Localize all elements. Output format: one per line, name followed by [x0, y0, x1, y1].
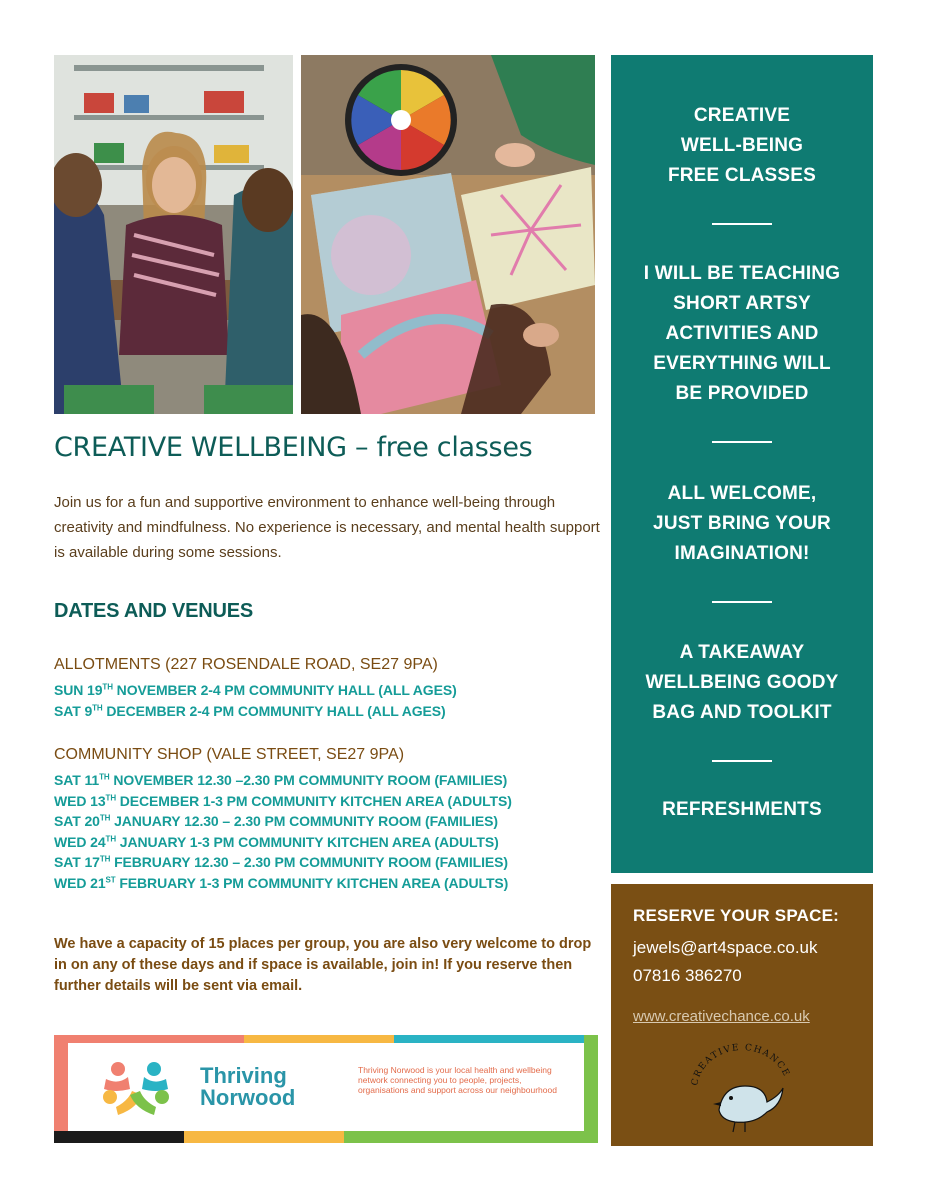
session-row: SAT 20TH JANUARY 12.30 – 2.30 PM COMMUNITY ROOM (FAMILIES)	[54, 813, 498, 829]
reserve-email[interactable]: jewels@art4space.co.uk	[633, 938, 818, 957]
website-link[interactable]: www.creativechance.co.uk	[633, 1008, 810, 1025]
photo-tutor-with-children	[54, 55, 293, 414]
thriving-norwood-wordmark: Thriving Norwood	[200, 1063, 296, 1110]
reserve-panel	[611, 884, 873, 1146]
venue-community-shop: COMMUNITY SHOP (VALE STREET, SE27 9PA)	[54, 746, 405, 763]
info-panel	[611, 55, 873, 873]
panel-divider	[712, 441, 772, 443]
panel-block-title: CREATIVE WELL-BEING FREE CLASSES	[667, 105, 817, 186]
page-title: CREATIVE WELLBEING – free classes	[54, 432, 533, 463]
panel-divider	[712, 601, 772, 603]
reserve-title: RESERVE YOUR SPACE:	[633, 906, 839, 925]
photo-tutor-illustration	[54, 55, 293, 414]
session-row: WED 13TH DECEMBER 1-3 PM COMMUNITY KITCHEN AREA (ADULTS)	[54, 793, 512, 809]
session-row: SAT 9TH DECEMBER 2-4 PM COMMUNITY HALL (ALL AGES)	[54, 703, 446, 719]
panel-divider	[712, 760, 772, 762]
panel-block-goody-bag: A TAKEAWAY WELLBEING GOODY BAG AND TOOLKIT	[645, 642, 839, 723]
session-row: WED 21ST FEBRUARY 1-3 PM COMMUNITY KITCHEN AREA (ADULTS)	[54, 875, 509, 891]
photo-art-table	[301, 55, 595, 414]
dates-venues-heading: DATES AND VENUES	[54, 600, 254, 622]
venue-allotments: ALLOTMENTS (227 ROSENDALE ROAD, SE27 9PA)	[54, 656, 438, 673]
session-row: WED 24TH JANUARY 1-3 PM COMMUNITY KITCHEN AREA (ADULTS)	[54, 834, 499, 850]
reserve-phone: 07816 386270	[633, 966, 742, 985]
svg-text:CREATIVE CHANCE: CREATIVE CHANCE	[690, 1042, 792, 1087]
panel-block-refreshments: REFRESHMENTS	[662, 799, 822, 820]
panel-divider	[712, 223, 772, 225]
thriving-norwood-description: Thriving Norwood is your local health and wellbeing network connecting you to people, projects, organisations and support across our neighbourhood	[358, 1065, 557, 1095]
session-row: SUN 19TH NOVEMBER 2-4 PM COMMUNITY HALL (ALL AGES)	[54, 682, 457, 698]
panel-block-teaching: I WILL BE TEACHING SHORT ARTSY ACTIVITIES AND EVERYTHING WILL BE PROVIDED	[643, 263, 841, 404]
session-row: SAT 11TH NOVEMBER 12.30 –2.30 PM COMMUNITY ROOM (FAMILIES)	[54, 772, 508, 788]
creative-chance-logo	[683, 1040, 801, 1136]
capacity-note: We have a capacity of 15 places per group, you are also very welcome to drop in on any of these days and if space is available, join in! If you reserve then further details will be sent via email.	[54, 936, 592, 994]
thriving-norwood-banner	[54, 1035, 598, 1143]
session-row: SAT 17TH FEBRUARY 12.30 – 2.30 PM COMMUNITY ROOM (FAMILIES)	[54, 854, 508, 870]
photo-art-illustration	[301, 55, 595, 414]
intro-paragraph: Join us for a fun and supportive environment to enhance well-being through creativity and mindfulness. No experience is necessary, and mental health support is available during some sessions.	[54, 494, 600, 561]
panel-block-welcome: ALL WELCOME, JUST BRING YOUR IMAGINATION!	[653, 483, 831, 564]
